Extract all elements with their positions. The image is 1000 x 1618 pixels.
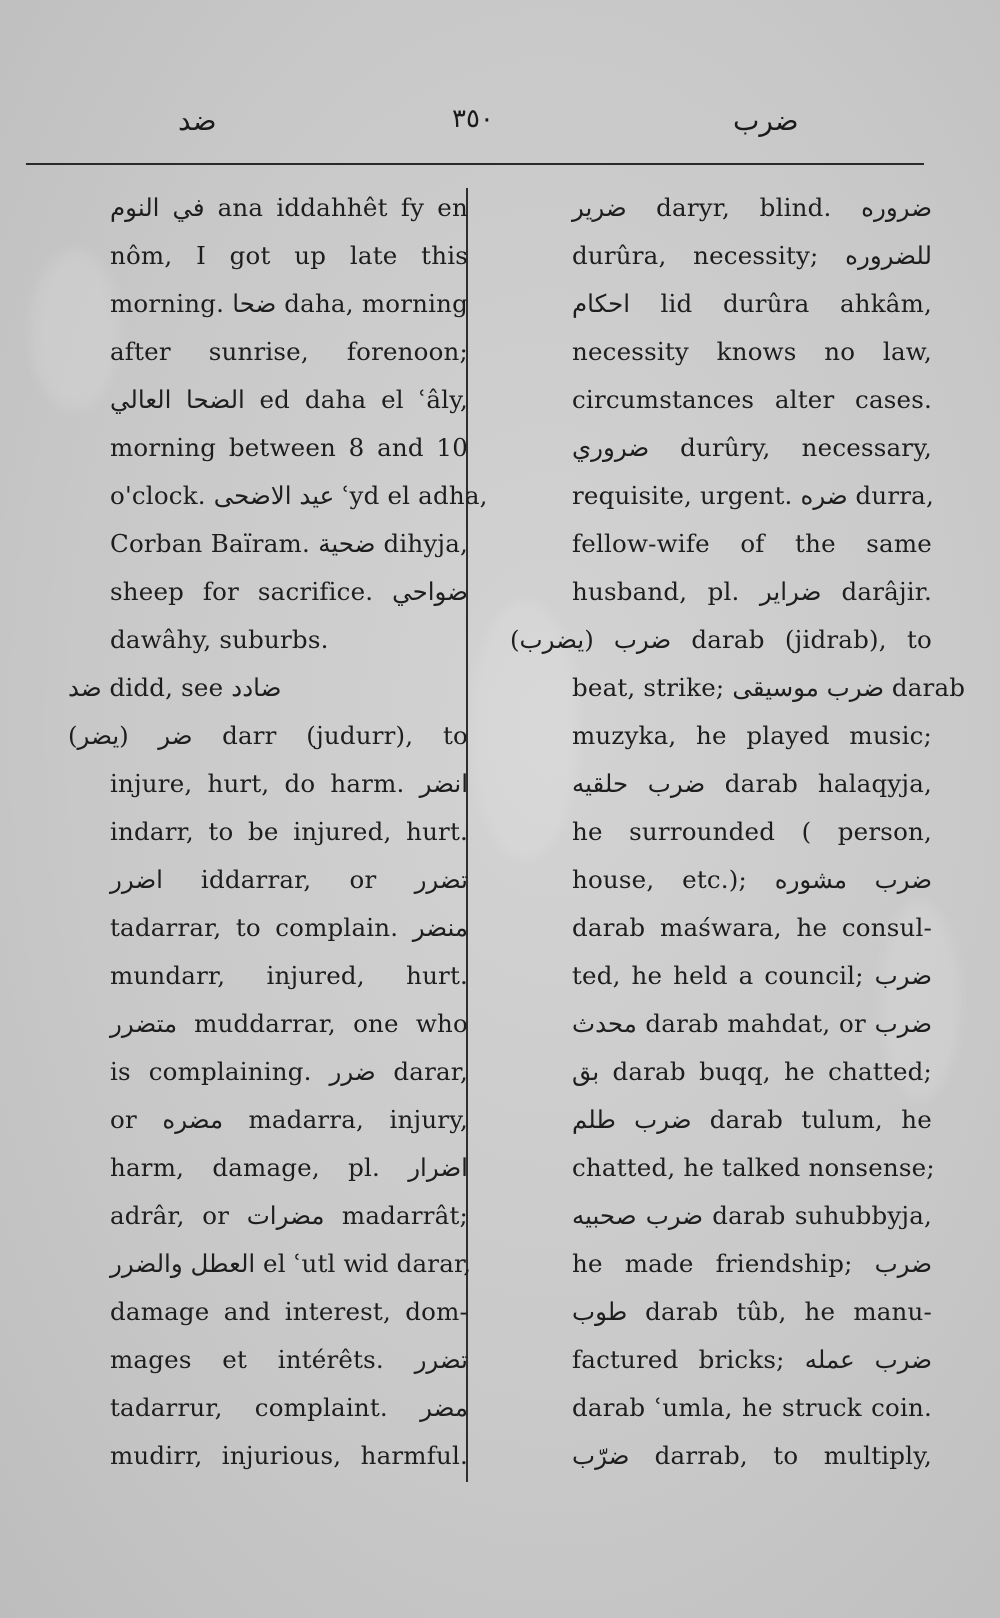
entry-line: or مضره madarra, injury, [110, 1105, 468, 1134]
entry-line: damage and interest, dom- [110, 1297, 468, 1326]
entry-line: husband, pl. ضراير darâjir. [572, 577, 932, 606]
entry-line: ted, he held a council; ضرب [572, 961, 932, 990]
entry-line: adrâr, or مضرات madarrât; [110, 1201, 468, 1230]
entry-line: requisite, urgent. ضره durra, [572, 481, 934, 510]
entry-line: fellow-wife of the same [572, 529, 932, 558]
entry-line: beat, strike; ضرب موسيقى darab [572, 673, 966, 702]
entry-line: circumstances alter cases. [572, 385, 932, 414]
entry-line: darab maśwara, he consul- [572, 913, 932, 942]
entry-line: morning between 8 and 10 [110, 433, 468, 462]
entry-line: ضرب (يضرب) darab (jidrab), to [510, 625, 932, 654]
header-right-catchword: ضرب [733, 104, 799, 137]
entry-line: ضرّب darrab, to multiply, [572, 1441, 932, 1470]
entry-line: ضرب طلم darab tulum, he [572, 1105, 932, 1134]
entry-line: sheep for sacrifice. ضواحي [110, 577, 468, 606]
entry-line: ضروري durûry, necessary, [572, 433, 932, 462]
entry-line: house, etc.); ضرب مشوره [572, 865, 932, 894]
entry-line: morning. ضحا daha, morning [110, 289, 468, 318]
entry-line: dawâhy, suburbs. [110, 625, 329, 654]
entry-line: في النوم ana iddahhêt fy en [110, 193, 468, 222]
entry-line: Corban Baïram. ضحية dihyja, [110, 529, 469, 558]
page-header [0, 104, 1000, 144]
left-column [68, 184, 488, 1480]
entry-line: nôm, I got up late this [110, 241, 468, 270]
entry-line: indarr, to be injured, hurt. [110, 817, 468, 846]
entry-line: necessity knows no law, [572, 337, 932, 366]
entry-line: متضرر muddarrar, one who [110, 1009, 468, 1038]
entry-line: tadarrur, complaint. مضر [110, 1393, 468, 1422]
entry-line: durûra, necessity; للضروره [572, 241, 932, 270]
header-left-catchword: ضد [178, 104, 217, 137]
entry-line: factured bricks; ضرب عمله [572, 1345, 932, 1374]
entry-line: injure, hurt, do harm. انضر [110, 769, 468, 798]
entry-line: بق darab buqq, he chatted; [572, 1057, 932, 1086]
entry-line: ضر (يضر) darr (judurr), to [68, 721, 468, 750]
entry-line: العطل والضرر el ʿutl wid darar, [110, 1249, 472, 1278]
entry-line: he made friendship; ضرب [572, 1249, 932, 1278]
entry-line: محدث darab mahdat, or ضرب [572, 1009, 932, 1038]
header-rule [26, 163, 924, 165]
entry-line: muzyka, he played music; [572, 721, 932, 750]
entry-line: o'clock. عيد الاضحى ʿyd el adha, [110, 481, 488, 510]
entry-line: he surrounded ( person, [572, 817, 932, 846]
entry-line: harm, damage, pl. اضرار [110, 1153, 468, 1182]
entry-line: mundarr, injured, hurt. [110, 961, 468, 990]
entry-line: is complaining. ضرر darar, [110, 1057, 468, 1086]
entry-line: اضرر iddarrar, or تضرر [110, 865, 468, 894]
entry-line: ضرب حلقيه darab halaqyja, [572, 769, 932, 798]
entry-line: ضرير daryr, blind. ضروره [572, 193, 932, 222]
right-column [510, 184, 966, 1480]
entry-line: ضد didd, see ضادد [68, 673, 282, 702]
entry-line: darab ʿumla, he struck coin. [572, 1393, 932, 1422]
entry-line: tadarrar, to complain. منضر [110, 913, 468, 942]
entry-line: ضرب صحبيه darab suhubbyja, [572, 1201, 932, 1230]
page-number: ٣٥٠ [452, 104, 494, 134]
entry-line: طوب darab tûb, he manu- [572, 1297, 932, 1326]
entry-line: الضحا العالي ed daha el ʿâly, [110, 385, 468, 414]
entry-line: mudirr, injurious, harmful. [110, 1441, 468, 1470]
entry-line: احكام lid durûra ahkâm, [572, 289, 932, 318]
entry-line: mages et intérêts. تضرر [110, 1345, 468, 1374]
paper-smudge [30, 250, 120, 410]
entry-line: chatted, he talked nonsense; [572, 1153, 935, 1182]
entry-line: after sunrise, forenoon; [110, 337, 468, 366]
